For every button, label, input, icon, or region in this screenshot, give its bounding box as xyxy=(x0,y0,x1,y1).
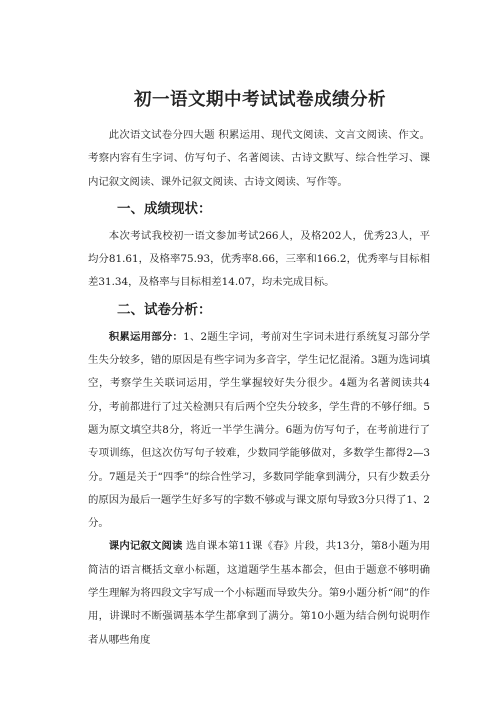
results-paragraph: 本次考试我校初一语文参加考试266人，及格202人，优秀23人，平均分81.61，及格率75.93，优秀率8.66，三率和166.2，优秀率与目标相差31.34，及格率与目标相差14.07，均未完成目标。 xyxy=(88,229,430,289)
accumulation-lead: 积累运用部分： xyxy=(108,330,184,343)
section-heading-results: 一、成绩现状： xyxy=(117,200,212,217)
intro-paragraph: 此次语文试卷分四大题 积累运用、现代文阅读、文言文阅读、作文。考察内容有生字词、仿写句子、名著阅读、古诗文默写、综合性学习、课内记叙文阅读、课外记叙文阅读、古诗文阅读、写作等。 xyxy=(88,129,430,188)
narrative-reading-paragraph xyxy=(88,535,430,651)
accumulation-body: 1、2题生字词，考前对生字词未进行系统复习部分学生失分较多，错的原因是有些字词为多音字，学生记忆混淆。3题为选词填空，考察学生关联词运用，学生掌握较好失分很少。4题为名著阅读共4分，考前都进行了过关检测只有后两个空失分较多，学生背的不够仔细。5题为原文填空共8分，将近一半学生满分。6题为仿写句子，在考前进行了专项训练，但这次仿写句子较难，少数同学能够做对，多数学生都得2—3分。7题是关于“四季”的综合性学习，多数同学能拿到满分，只有少数丢分的原因为最后一题学生好多写的字数不够或与课文原句导致3分只得了1、2分。 xyxy=(88,330,430,530)
narrative-reading-lead: 课内记叙文阅读 xyxy=(108,540,183,553)
accumulation-paragraph xyxy=(88,326,430,536)
section-heading-analysis: 二、试卷分析： xyxy=(117,301,212,318)
narrative-reading-body: 选自课本第11课《春》片段，共13分，第8小题为用简洁的语言概括文章小标题，这道题学生基本都会，但由于题意不够明确学生理解为将四段文字写成一个小标题而导致失分。第9小题分析“闹”的作用，讲课时不断强调基本学生都拿到了满分。第10小题为结合例句说明作者从哪些角度 xyxy=(88,540,430,646)
document-title: 初一语文期中考试试卷成绩分析 xyxy=(134,90,386,110)
